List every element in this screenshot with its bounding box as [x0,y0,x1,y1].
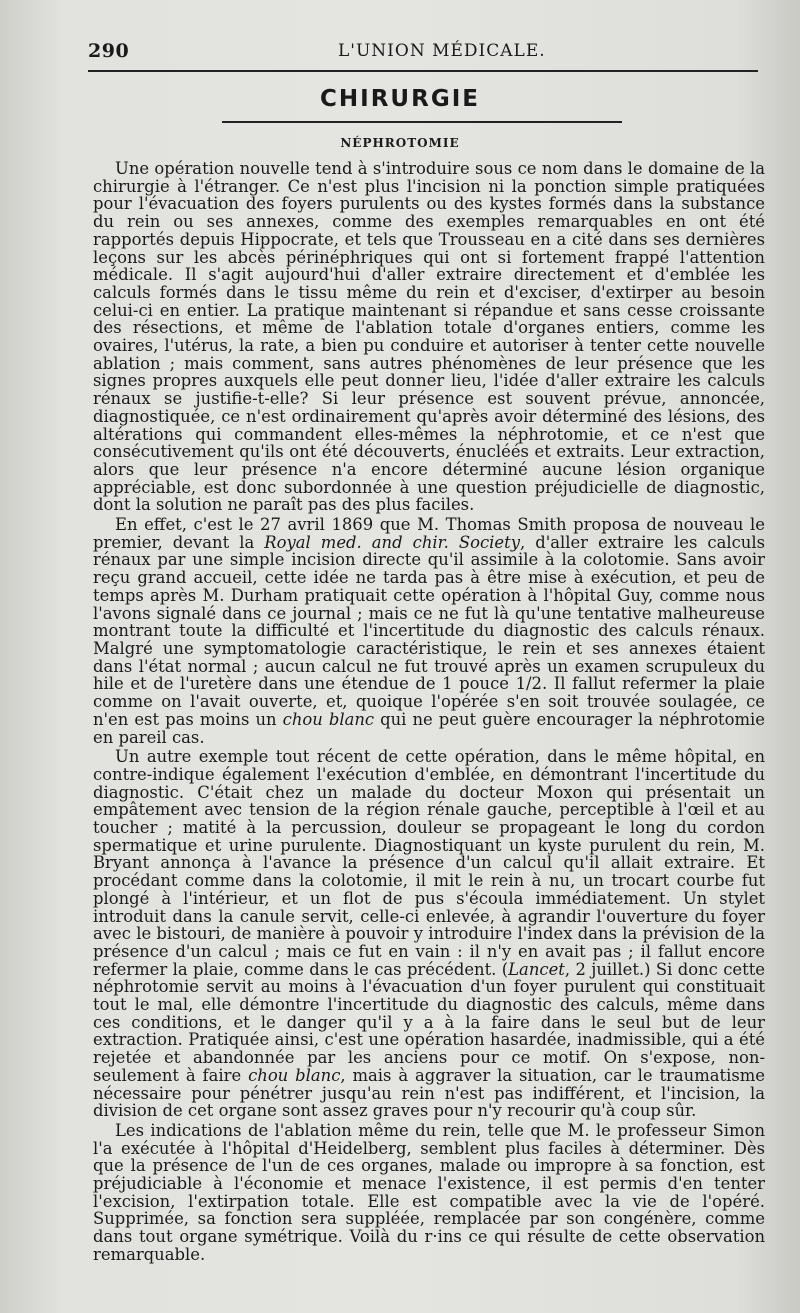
italic-text: chou blanc [248,1065,341,1085]
paragraph [93,160,765,514]
paragraph [93,748,765,1120]
text-run: , 2 juillet.) Si donc cette néphrotomie servit au moins à l'évacuation d'un foyer purulent qui constituait tout le mal, elle démontre l'incertitude du diagnostic des calculs, même dans ces conditions, et le danger qu'il y a à la faire dans le seul but de leur extraction. Pratiquée ainsi, c'est une opération hasardée, inadmissible, qui a été rejetée et abandonnée par les anciens pour ce motif. On s'expose, non-seulement à faire [93,959,765,1085]
section-title: CHIRURGIE [320,86,480,112]
text-run: , d'aller extraire les calculs rénaux par une simple incision directe qu'il assimile à la colotomie. Sans avoir reçu grand accueil, cette idée ne tarda pas à être mise à exécution, et peu de temps après M. Durham pratiquait cette opération à l'hôpital Guy, comme nous l'avons signalé dans ce journal ; mais ce ne fut là qu'une tentative malheureuse montrant toute la difficulté et l'incertitude du diagnostic des calculs rénaux. Malgré une symptomatologie caractéristique, le rein et ses annexes étaient dans l'état normal ; aucun calcul ne fut trouvé après un examen scrupuleux du hile et de l'uretère dans une étendue de 1 pouce 1/2. Il fallut refermer la plaie comme on l'avait ouverte, et, quoique l'opérée s'en soit trouvée soulagée, ce n'en est pas moins un [93,532,765,729]
text-run: En effet, c'est le 27 avril 1869 que M. Thomas Smith proposa de nouveau le premier, devant la [93,515,765,552]
section-rule [222,121,622,123]
text-run: qui ne peut guère encourager la néphrotomie en pareil cas. [93,709,765,747]
article-title: NÉPHROTOMIE [340,136,460,150]
text-run: , mais à aggraver la situation, car le traumatisme nécessaire pour pénétrer jusqu'au rein n'est pas indifférent, et l'incision, la division de cet organe sont assez graves pour n'y recourir qu'à coup sûr. [93,1065,765,1121]
article-body [93,160,765,1264]
running-head [88,40,758,66]
text-run: Une opération nouvelle tend à s'introduire sous ce nom dans le domaine de la chirurgie à l'étranger. Ce n'est plus l'incision ni la ponction simple pratiquées pour l'évacuation des foyers purulents ou des kystes formés dans la substance du rein ou ses annexes, comme des exemples remarquables en ont été rapportés depuis Hippocrate, et tels que Trousseau en a cité dans ses dernières leçons sur les abcès périnéphriques qui ont si fortement frappé l'attention médicale. Il s'agit aujourd'hui d'aller extraire directement et d'emblée les calculs formés dans le tissu même du rein et d'exciser, d'extirper au besoin celui-ci en entier. La pratique maintenant si répandue et sans cesse croissante des résections, et même de l'ablation totale d'organes entiers, comme les ovaires, l'utérus, la rate, a bien pu conduire et autoriser à tenter cette nouvelle ablation ; mais comment, sans autres phénomènes de leur présence que les signes propres auxquels elle peut donner lieu, l'idée d'aller extraire les calculs rénaux se justifie-t-elle? Si leur présence est souvent prévue, annoncée, diagnostiquée, ce n'est ordinairement qu'après avoir déterminé des lésions, des altérations qui commandent elles-mêmes la néphrotomie, et ce n'est que consécutivement qu'ils ont été découverts, énucléés et extraits. Leur extraction, alors que leur présence n'a encore déterminé aucune lésion organique appréciable, est donc subordonnée à une question préjudicielle de diagnostic, dont la solution ne paraît pas des plus faciles. [93,159,765,515]
text-run: Les indications de l'ablation même du rein, telle que M. le professeur Simon l'a exécutée à l'hôpital d'Heidelberg, semblent plus faciles à déterminer. Dès que la présence de l'un de ces organes, malade ou impropre à sa fonction, est préjudiciable à l'économie et menace l'existence, il est permis d'en tenter l'excision, l'extirpation totale. Elle est compatible avec la vie de l'opéré. Supprimée, sa fonction sera suppléée, remplacée par son congénère, comme dans tout organe symétrique. Voilà du r·ins ce qui résulte de cette observation remarquable. [93,1120,765,1264]
italic-text: chou blanc [282,709,375,729]
italic-text: Royal med. and chir. Society [264,532,520,552]
text-run: Un autre exemple tout récent de cette opération, dans le même hôpital, en contre-indique également l'exécution d'emblée, en démontrant l'incertitude du diagnostic. C'était chez un malade du docteur Moxon qui présentait un empâtement avec tension de la région rénale gauche, perceptible à l'œil et au toucher ; matité à la percussion, douleur se propageant le long du cordon spermatique et urine purulente. Diagnostiquant un kyste purulent du rein, M. Bryant annonça à l'avance la présence d'un calcul qu'il allait extraire. Et procédant comme dans la colotomie, il mit le rein à nu, un trocart courbe fut plongé à l'intérieur, et un flot de pus s'écoula immédiatement. Un stylet introduit dans la canule servit, celle-ci enlevée, à agrandir l'ouverture du foyer avec le bistouri, de manière à pouvoir y introduire l'index dans la prévision de la présence d'un calcul ; mais ce fut en vain : il n'y en avait pas ; il fallut encore refermer la plaie, comme dans le cas précédent. ( [93,747,765,979]
italic-text: Lancet [508,959,565,979]
journal-title: L'UNION MÉDICALE. [338,41,546,61]
paragraph [93,516,765,746]
page-number: 290 [88,40,130,62]
header-rule [88,70,758,72]
paragraph [93,1122,765,1264]
